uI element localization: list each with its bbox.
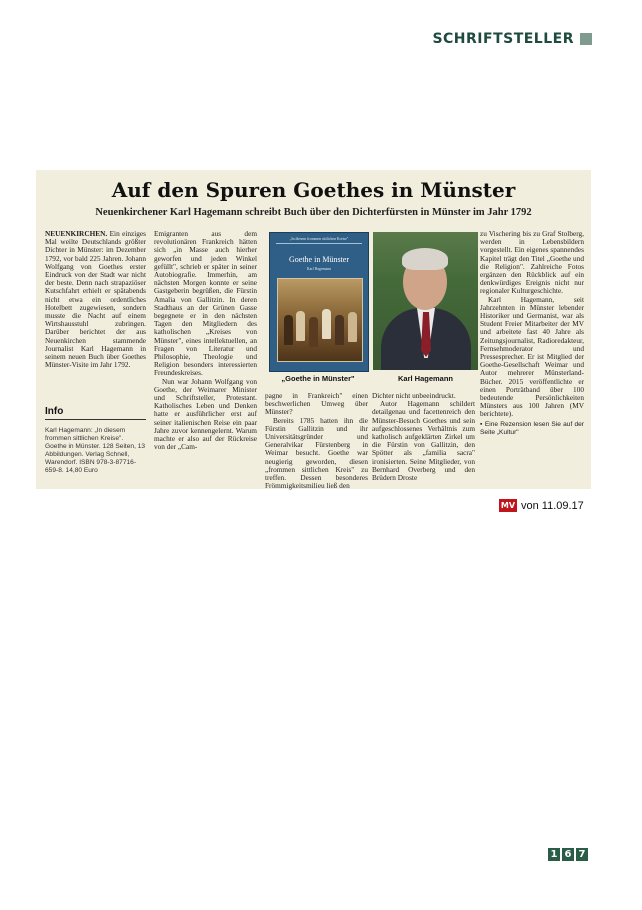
column-5-paragraph-1: zu Vischering bis zu Graf Stolberg, werden in Lebensbildern vorgestellt. Ein eigenes spannendes Kapitel trägt den Titel „Goethe und die Religion". Zahlreiche Fotos ergänzen den Rückblick auf ein denkwürdiges Ereignis nicht nur regionaler Kulturgeschichte. bbox=[480, 229, 584, 296]
page-digit: 7 bbox=[576, 848, 588, 861]
article-column-1 bbox=[45, 230, 146, 369]
review-note: ▪ Eine Rezension lesen Sie auf der Seite „Kultur" bbox=[480, 420, 584, 436]
column-4-paragraph-2: Autor Hagemann schildert detailgenau und facettenreich den Münster-Besuch Goethes und sein aufgeschlossenes Verhältnis zum katholisch aufgeklärten Zirkel um die Fürstin von Gallitzin, den Spötter als „familia sacra" ironisierten. Seine Mitglieder, von Bernhard Overberg und den Brüdern Droste bbox=[372, 399, 475, 483]
source-credit bbox=[499, 499, 584, 512]
article-column-3 bbox=[265, 392, 368, 490]
book-cover-painting bbox=[277, 278, 363, 362]
column-1-text: Ein einziges Mal weilte Deutschlands größter Dichter in Münster: im Dezember 1792, vor bald 225 Jahren. Johann Wolfgang von Goethes erster Eindruck von der Stadt war nicht der beste. Denn nach strapaziöser Kutschfahrt erhielt er spätabends nicht etwa ein ordentliches Hotelbett zugewiesen, sondern musste die Nacht auf einem Wirtshausstuhl zubringen. Darüber berichtet der aus Neuenkirchen stammende Journalist Karl Hagemann in seinem neuen Buch über Goethes Münster-Visite im Jahr 1792. bbox=[45, 229, 146, 370]
book-cover-author: Karl Hagemann bbox=[306, 267, 332, 271]
column-2-paragraph-2: Nun war Johann Wolfgang von Goethe, der Weimarer Minister und Schriftsteller, Protestant. Katholisches Leben und Denken hatte er ausführlicher erst auf seiner italienischen Reise ein paar Jahre zuvor kennengelernt. Warum machte er also auf der Rückreise von der „Cam- bbox=[154, 376, 257, 452]
book-cover-image bbox=[269, 232, 369, 372]
column-3-paragraph-2: Bereits 1785 hatten ihn die Fürstin Gallitzin und ihr Universitätsgründer und Generalvikar Fürstenberg in Weimar besucht. Goethe war neugierig geworden, diesen „frommen sittlichen Kreis" zu treffen. Dessen besonderes Frömmigkeitsmilieu ließ den bbox=[265, 415, 368, 491]
page-number bbox=[548, 848, 588, 861]
column-2-paragraph-1: Emigranten aus dem revolutionären Frankreich hätten sich „in Masse auch hierher geworfen und jeden Winkel gefüllt", schrieb er später in seiner Autobiografie. Immerhin, am nächsten Morgen konnte er seine Gastgeberin begrüßen, die Fürstin Amalia von Gallitzin. In deren Stadthaus an der Grünen Gasse begegnete er in den nächsten Tagen den Mitgliedern des katholischen „Kreises von Münster", eines intellektuellen, an Fragen von Literatur und Philosophie, Theologie und Religion besonders interessierten Freundeskreises. bbox=[154, 229, 257, 378]
column-3-paragraph-1: pagne in Frankreich" einen beschwerlichen Umweg über Münster? bbox=[265, 391, 368, 417]
article-column-4 bbox=[372, 392, 475, 482]
newspaper-clipping bbox=[36, 170, 591, 489]
column-5-paragraph-2: Karl Hagemann, seit Jahrzehnten in Münster lebender Historiker und Germanist, war als Student Freier Mitarbeiter der MV und arbeitete fast 40 Jahre als Zeitungsjournalist, Radioredakteur, Fernsehmoderator und Pressesprecher. Er ist Mitglied der Goethe-Gesellschaft Weimar und Autor mehrerer Münsterland-Bücher. 2015 veröffentlichte er einen Porträtband über 100 bedeutende Persönlichkeiten Münsters aus 100 Jahren (MV berichtete). bbox=[480, 294, 584, 419]
info-title: Info bbox=[45, 406, 146, 420]
page-digit: 6 bbox=[562, 848, 574, 861]
dateline: NEUENKIRCHEN. bbox=[45, 229, 108, 238]
section-marker-square bbox=[580, 33, 592, 45]
section-header bbox=[432, 31, 592, 47]
info-text: Karl Hagemann: „In diesem frommen sittlichen Kreise". Goethe in Münster. 128 Seiten, 13 Abbildungen. Verlag Schnell, Warendorf. ISBN 978-3-87716-659-8. 14,80 Euro bbox=[45, 427, 146, 474]
article-headline: Auf den Spuren Goethes in Münster bbox=[111, 178, 516, 202]
article-subheadline: Neuenkirchener Karl Hagemann schreibt Buch über den Dichterfürsten in Münster im Jahr 1792 bbox=[95, 207, 532, 218]
book-cover-title: Goethe in Münster bbox=[289, 255, 349, 264]
photo-caption: Karl Hagemann bbox=[397, 374, 454, 383]
book-caption: „Goethe in Münster" bbox=[281, 374, 355, 383]
page-digit: 1 bbox=[548, 848, 560, 861]
column-4-paragraph-1: Dichter nicht unbeeindruckt. bbox=[372, 391, 456, 400]
book-cover-top-text: „In diesem frommen sittlichen Kreise" bbox=[276, 237, 362, 244]
mv-logo: MV bbox=[500, 501, 516, 510]
article-column-2 bbox=[154, 230, 257, 451]
section-title: SCHRIFTSTELLER bbox=[432, 31, 574, 47]
info-box bbox=[45, 406, 146, 475]
author-portrait-photo bbox=[373, 232, 478, 370]
article-column-5 bbox=[480, 230, 584, 437]
source-date: von 11.09.17 bbox=[521, 499, 584, 512]
